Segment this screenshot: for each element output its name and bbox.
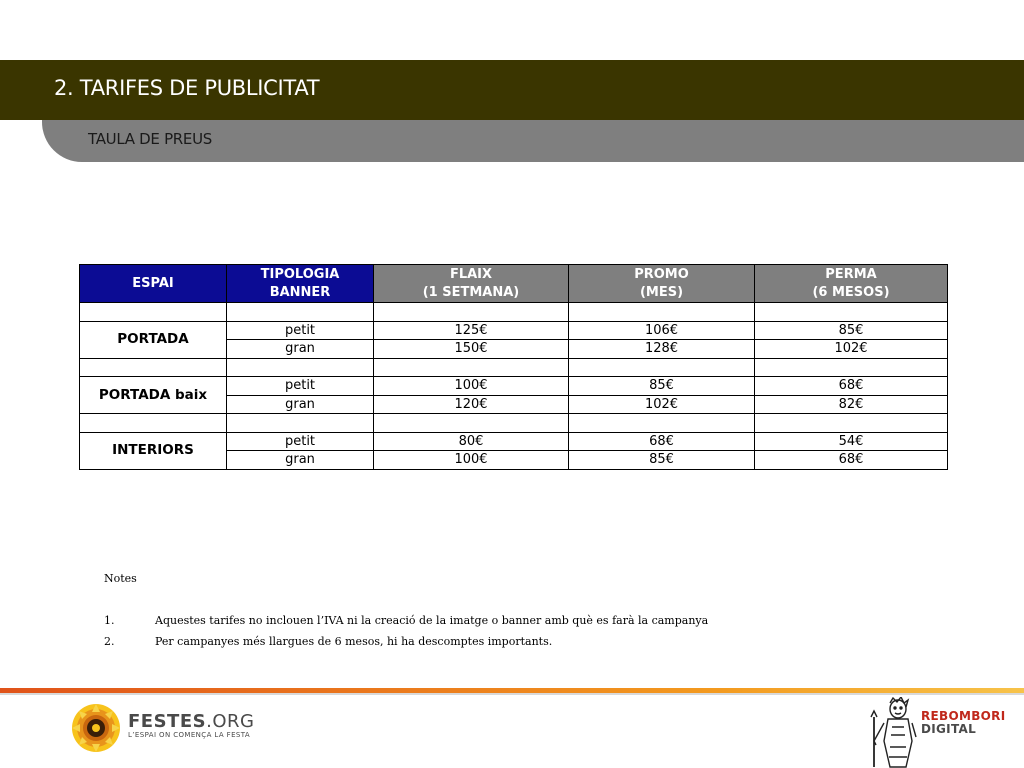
cell-type: petit: [227, 321, 374, 340]
cell-promo: 102€: [569, 395, 755, 414]
cell-type: gran: [227, 451, 374, 470]
cell-promo: 85€: [569, 377, 755, 396]
header-tipologia: [227, 265, 374, 303]
cell-type: petit: [227, 377, 374, 396]
cell-flaix: 150€: [374, 340, 569, 359]
header-perma-line2: (6 MESOS): [812, 284, 890, 300]
header-flaix-line2: (1 SETMANA): [422, 284, 520, 300]
group-name: INTERIORS: [80, 432, 227, 469]
header-promo: [569, 265, 755, 303]
spacer-row: [80, 358, 948, 377]
cell-flaix: 100€: [374, 377, 569, 396]
spacer-row: [80, 303, 948, 322]
header-perma-line1: PERMA: [825, 266, 877, 282]
giant-figure-icon: [866, 697, 920, 768]
festes-tagline: L’ESPAI ON COMENÇA LA FESTA: [128, 731, 251, 739]
header-tipologia-line1: TIPOLOGIA: [260, 266, 340, 282]
notes-title: Notes: [104, 572, 137, 585]
note-number: 1.: [104, 614, 115, 627]
cell-perma: 68€: [755, 377, 948, 396]
group-name: PORTADA: [80, 321, 227, 358]
header-espai: [80, 265, 227, 303]
header-flaix: [374, 265, 569, 303]
cell-flaix: 100€: [374, 451, 569, 470]
table-row: [80, 377, 948, 396]
table-header-row: [80, 265, 948, 303]
page-subtitle: TAULA DE PREUS: [88, 130, 213, 148]
rebombori-brand-line2: DIGITAL: [921, 722, 977, 736]
header-flaix-line1: FLAIX: [449, 266, 493, 282]
footer-divider-shadow: [0, 693, 1024, 695]
table-row: [80, 321, 948, 340]
cell-type: petit: [227, 432, 374, 451]
cell-flaix: 80€: [374, 432, 569, 451]
header-espai-label: ESPAI: [132, 275, 174, 291]
spacer-row: [80, 414, 948, 433]
cell-type: gran: [227, 395, 374, 414]
cell-type: gran: [227, 340, 374, 359]
note-text: Aquestes tarifes no inclouen l’IVA ni la creació de la imatge o banner amb què es farà la campanya: [155, 614, 709, 627]
cell-flaix: 125€: [374, 321, 569, 340]
price-table: [79, 264, 948, 470]
cell-perma: 82€: [755, 395, 948, 414]
cell-perma: 102€: [755, 340, 948, 359]
header-promo-line2: (MES): [639, 284, 684, 300]
page-title: 2. TARIFES DE PUBLICITAT: [54, 76, 320, 100]
cell-perma: 54€: [755, 432, 948, 451]
cell-flaix: 120€: [374, 395, 569, 414]
sun-icon: [70, 702, 122, 754]
header-promo-line1: PROMO: [634, 266, 689, 282]
cell-promo: 106€: [569, 321, 755, 340]
note-item: [104, 614, 708, 627]
note-number: 2.: [104, 635, 115, 648]
cell-promo: 85€: [569, 451, 755, 470]
cell-perma: 68€: [755, 451, 948, 470]
cell-promo: 68€: [569, 432, 755, 451]
festes-brand: FESTES.ORG: [128, 711, 255, 732]
rebombori-brand-line1: REBOMBORI: [921, 709, 1006, 723]
note-text: Per campanyes més llargues de 6 mesos, hi ha descomptes importants.: [155, 635, 553, 648]
group-name: PORTADA baix: [80, 377, 227, 414]
note-item: [104, 635, 552, 648]
cell-promo: 128€: [569, 340, 755, 359]
table-row: [80, 432, 948, 451]
cell-perma: 85€: [755, 321, 948, 340]
header-tipologia-line2: BANNER: [269, 284, 331, 300]
header-perma: [755, 265, 948, 303]
